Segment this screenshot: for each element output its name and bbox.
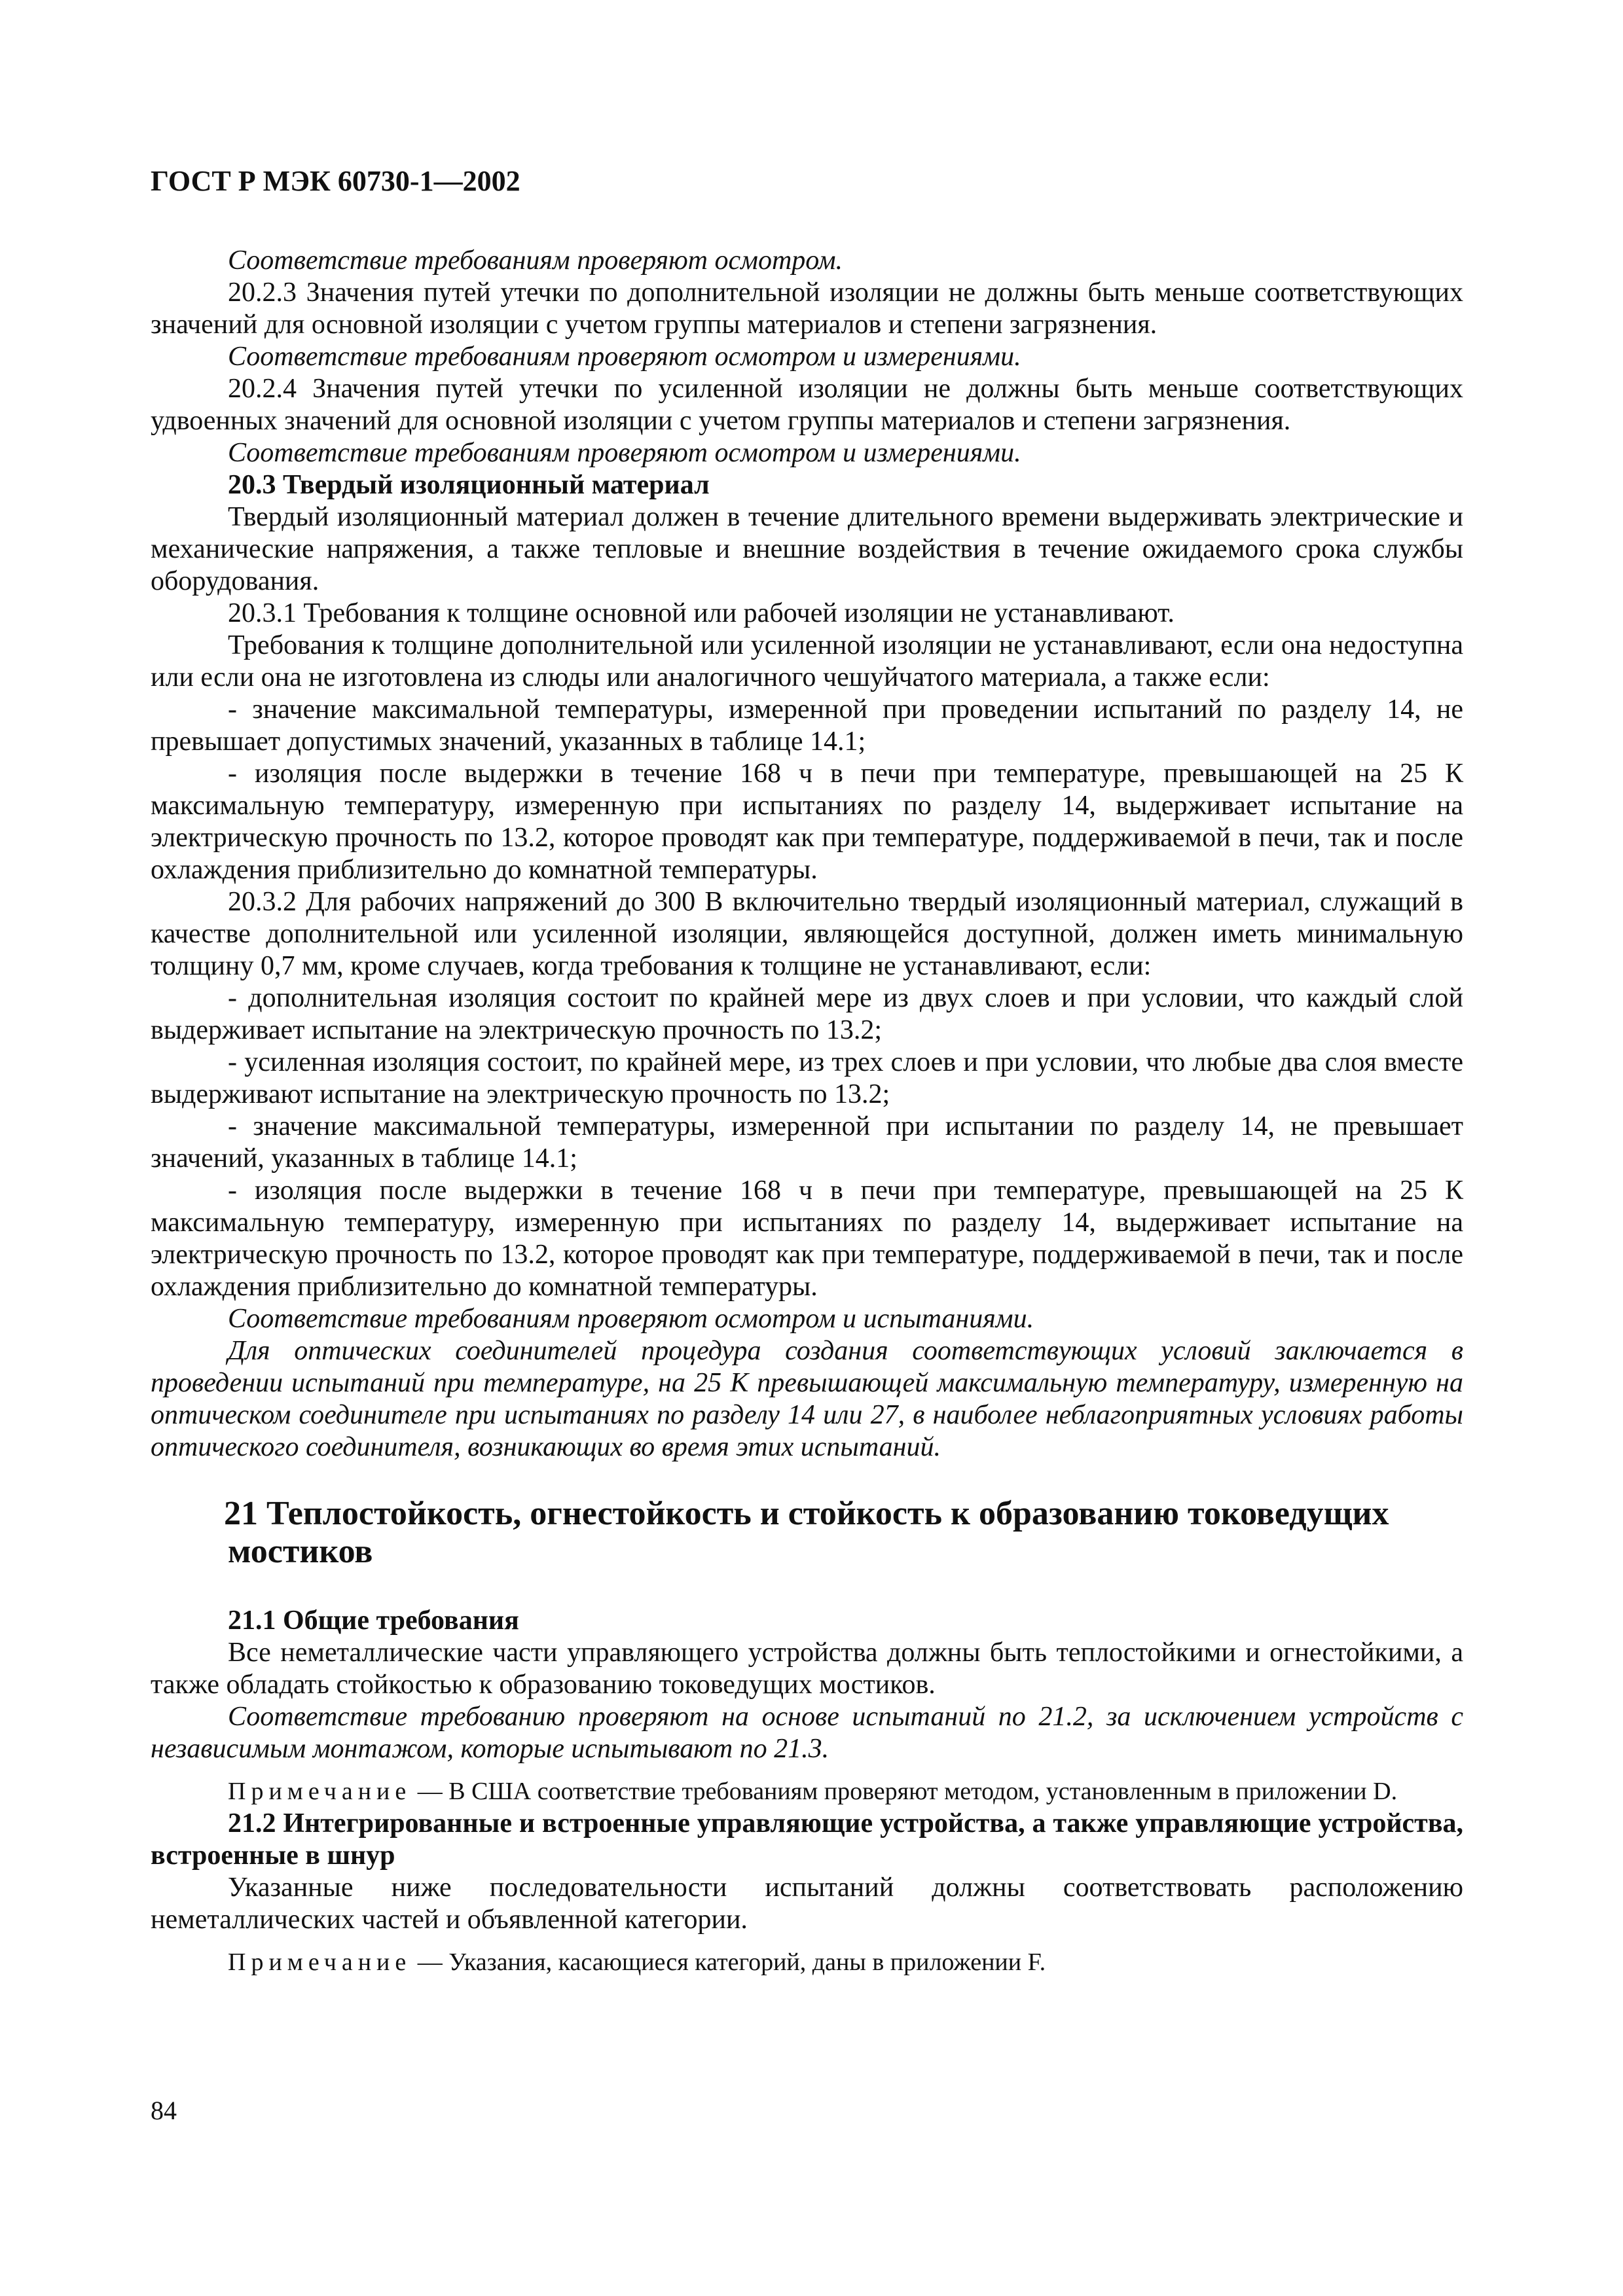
paragraph: Указанные ниже последовательности испытаний должны соответствовать расположению неметаллических частей и объявленной категории. <box>151 1873 1463 1935</box>
note-text: — Указания, касающиеся категорий, даны в приложении F. <box>411 1948 1046 1976</box>
list-item: - значение максимальной температуры, измеренной при испытании по разделу 14, не превышает значений, указанных в таблице 14.1; <box>151 1111 1463 1174</box>
note-label: Примечание <box>228 1948 412 1976</box>
list-item: - изоляция после выдержки в течение 168 ч в печи при температуре, превышающей на 25 К максимальную температуру, измеренную при испытаниях по разделу 14, выдерживает испытание на электрическую прочность по 13.2, которое проводят как при температуре, поддерживаемой в печи, так и после охлаждения приблизительно до комнатной температуры. <box>151 1175 1463 1302</box>
note <box>151 1776 1463 1808</box>
section-heading-21-line1: 21 Теплостойкость, огнестойкость и стойкость к образованию токоведущих <box>224 1495 1389 1532</box>
note-text: — В США соответствие требованиям проверяют методом, установленным в приложении D. <box>411 1778 1398 1805</box>
optical-connector-text: Для оптических соединителей процедура создания соответствующих условий заключается в проведении испытаний при температуре, на 25 К превышающей максимальную температуру, измеренную на оптическом соединителе при испытаниях по разделу 14 или 27, в наиболее неблагоприятных условиях работы оптического соединителя, возникающих во время этих испытаний. <box>151 1336 1463 1462</box>
clause-20-3-2: 20.3.2 Для рабочих напряжений до 300 В включительно твердый изоляционный материал, служащий в качестве дополнительной или усиленной изоляции, являющейся доступной, должен иметь минимальную толщину 0,7 мм, кроме случаев, когда требования к толщине не устанавливают, если: <box>151 887 1463 981</box>
standard-header: ГОСТ Р МЭК 60730-1—2002 <box>151 165 520 197</box>
section-heading-21-1: 21.1 Общие требования <box>228 1605 519 1636</box>
compliance-check-text: Соответствие требованию проверяют на основе испытаний по 21.2, за исключением устройств с независимым монтажом, которые испытывают по 21.3. <box>151 1702 1463 1764</box>
list-item: - изоляция после выдержки в течение 168 ч в печи при температуре, превышающей на 25 К максимальную температуру, измеренную при испытаниях по разделу 14, выдерживает испытание на электрическую прочность по 13.2, которое проводят как при температуре, поддерживаемой в печи, так и после охлаждения приблизительно до комнатной температуры. <box>151 759 1463 885</box>
clause-20-2-3: 20.2.3 Значения путей утечки по дополнительной изоляции не должны быть меньше соответствующих значений для основной изоляции с учетом группы материалов и степени загрязнения. <box>151 278 1463 340</box>
note-label: Примечание <box>228 1778 412 1805</box>
section-heading-20-3: 20.3 Твердый изоляционный материал <box>228 470 710 500</box>
page-number: 84 <box>151 2096 177 2125</box>
compliance-check-text: Соответствие требованиям проверяют осмотром. <box>228 245 843 276</box>
list-item: - дополнительная изоляция состоит по крайней мере из двух слоев и при условии, что каждый слой выдерживает испытание на электрическую прочность по 13.2; <box>151 983 1463 1045</box>
list-item: - значение максимальной температуры, измеренной при проведении испытаний по разделу 14, не превышает допустимых значений, указанных в таблице 14.1; <box>151 694 1463 757</box>
paragraph: Все неметаллические части управляющего устройства должны быть теплостойкими и огнестойкими, а также обладать стойкостью к образованию токоведущих мостиков. <box>151 1638 1463 1700</box>
clause-20-3-1: 20.3.1 Требования к толщине основной или рабочей изоляции не устанавливают. <box>228 598 1175 628</box>
compliance-check-text: Соответствие требованиям проверяют осмотром и измерениями. <box>228 342 1021 372</box>
paragraph: Твердый изоляционный материал должен в течение длительного времени выдерживать электрические и механические напряжения, а также тепловые и внешние воздействия в течение ожидаемого срока службы оборудования. <box>151 502 1463 596</box>
note <box>151 1946 1463 1979</box>
section-heading-21-line2: мостиков <box>228 1533 373 1570</box>
clause-20-2-4: 20.2.4 Значения путей утечки по усиленной изоляции не должны быть меньше соответствующих удвоенных значений для основной изоляции с учетом группы материалов и степени загрязнения. <box>151 374 1463 436</box>
compliance-check-text: Соответствие требованиям проверяют осмотром и измерениями. <box>228 438 1021 468</box>
section-heading-21 <box>151 1495 1463 1571</box>
list-item: - усиленная изоляция состоит, по крайней мере, из трех слоев и при условии, что любые два слоя вместе выдерживают испытание на электрическую прочность по 13.2; <box>151 1047 1463 1109</box>
document-body <box>151 245 1463 1979</box>
section-heading-21-2: 21.2 Интегрированные и встроенные управляющие устройства, а также управляющие устройства, встроенные в шнур <box>151 1808 1463 1871</box>
paragraph: Требования к толщине дополнительной или усиленной изоляции не устанавливают, если она недоступна или если она не изготовлена из слюды или аналогичного чешуйчатого материала, а также если: <box>151 630 1463 692</box>
compliance-check-text: Соответствие требованиям проверяют осмотром и испытаниями. <box>228 1304 1034 1334</box>
